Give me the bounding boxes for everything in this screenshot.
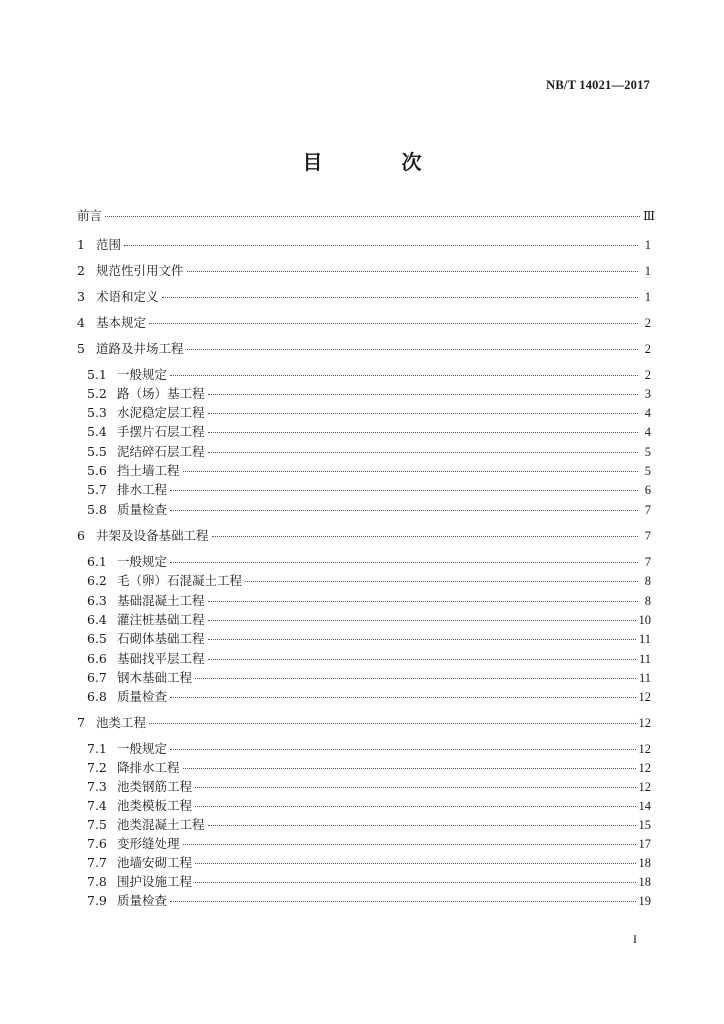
dot-leader (245, 581, 638, 582)
toc-label: 池类混凝土工程 (117, 817, 205, 832)
toc-number: 7.9 (87, 893, 107, 908)
toc-label: 池类工程 (96, 715, 147, 730)
dot-leader (162, 297, 638, 298)
toc-page-number: 1 (644, 264, 651, 278)
dot-leader (170, 562, 638, 563)
toc-entry-chapter-4[interactable] (77, 315, 651, 331)
toc-label: 毛（卵）石混凝土工程 (117, 573, 243, 588)
toc-number: 6.4 (87, 612, 107, 627)
toc-label: 前言 (77, 208, 103, 223)
toc-page-number: 7 (644, 503, 651, 517)
standard-code: NB/T 14021—2017 (546, 78, 650, 92)
toc-number: 7.5 (87, 817, 107, 832)
toc-number: 6.7 (87, 670, 107, 685)
toc-page-number: 12 (638, 690, 651, 704)
toc-page-number: 2 (644, 342, 651, 356)
toc-page-number: 11 (638, 652, 651, 666)
toc-entry-chapter-2[interactable] (77, 263, 651, 279)
toc-page-number: 7 (644, 529, 651, 543)
toc-number: 6.8 (87, 689, 107, 704)
toc-label: 质量检查 (117, 502, 168, 517)
toc-number: 5.5 (87, 444, 107, 459)
toc-label: 一般规定 (117, 554, 168, 569)
dot-leader (208, 639, 636, 640)
toc-number: 7 (77, 715, 85, 730)
toc-label: 规范性引用文件 (96, 263, 184, 278)
toc-page-number: 18 (638, 875, 651, 889)
toc-number: 6.2 (87, 573, 107, 588)
dot-leader (208, 394, 638, 395)
dot-leader (195, 678, 636, 679)
toc-number: 5 (77, 341, 85, 356)
toc-entry-section[interactable] (87, 482, 651, 498)
toc-label: 术语和定义 (96, 289, 159, 304)
toc-page-number: 11 (638, 671, 651, 685)
toc-entry-section[interactable] (87, 779, 651, 795)
toc-number: 7.1 (87, 741, 107, 756)
toc-entry-section[interactable] (87, 874, 651, 890)
toc-label: 池墙安砌工程 (117, 855, 193, 870)
toc-entry-section[interactable] (87, 444, 651, 460)
toc-page-number: 12 (638, 742, 651, 756)
dot-leader (170, 490, 638, 491)
toc-entry-section[interactable] (87, 893, 651, 909)
toc-number: 4 (77, 315, 85, 330)
toc-number: 5.8 (87, 502, 107, 517)
dot-leader (195, 787, 635, 788)
toc-label: 池类钢筋工程 (117, 779, 193, 794)
dot-leader (212, 536, 638, 537)
toc-entry-chapter-3[interactable] (77, 289, 651, 305)
toc-number: 5.1 (87, 367, 107, 382)
toc-label: 灌注桩基础工程 (117, 612, 205, 627)
toc-entry-section[interactable] (87, 463, 651, 479)
dot-leader (208, 659, 636, 660)
toc-number: 7.8 (87, 874, 107, 889)
dot-leader (124, 245, 638, 246)
toc-page-number: 4 (644, 425, 651, 439)
toc-number: 6.5 (87, 631, 107, 646)
toc-number: 2 (77, 263, 85, 278)
toc-label: 一般规定 (117, 367, 168, 382)
toc-entry-section[interactable] (87, 670, 651, 686)
toc-label: 手摆片石层工程 (117, 424, 205, 439)
toc-entry-section[interactable] (87, 554, 651, 570)
toc-label: 质量检查 (117, 893, 168, 908)
toc-label: 范围 (96, 237, 122, 252)
toc-page-number: 5 (644, 445, 651, 459)
toc-label: 泥结碎石层工程 (117, 444, 205, 459)
dot-leader (208, 413, 638, 414)
toc-page-number: 7 (644, 555, 651, 569)
toc-page-number: 2 (644, 368, 651, 382)
toc-entry-section[interactable] (87, 593, 651, 609)
toc-entry-section[interactable] (87, 798, 651, 814)
dot-leader (195, 806, 635, 807)
toc-label: 围护设施工程 (117, 874, 193, 889)
dot-leader (195, 863, 635, 864)
dot-leader (187, 271, 638, 272)
toc-page-number: 18 (638, 856, 651, 870)
toc-page-number: 3 (644, 387, 651, 401)
toc-page-number: 11 (638, 632, 651, 646)
toc-entry-section[interactable] (87, 367, 651, 383)
dot-leader (208, 620, 636, 621)
toc-number: 5.7 (87, 482, 107, 497)
toc-number: 7.3 (87, 779, 107, 794)
toc-page-number: 4 (644, 406, 651, 420)
toc-entry-chapter-6[interactable] (77, 528, 651, 544)
toc-label: 一般规定 (117, 741, 168, 756)
toc-entry-chapter-1[interactable] (77, 237, 651, 253)
toc-label: 基本规定 (96, 315, 147, 330)
toc-entry-section[interactable] (87, 631, 651, 647)
toc-number: 3 (77, 289, 85, 304)
toc-label: 基础混凝土工程 (117, 593, 205, 608)
toc-label: 变形缝处理 (117, 836, 180, 851)
dot-leader (170, 375, 638, 376)
dot-leader (183, 844, 636, 845)
toc-number: 7.4 (87, 798, 107, 813)
toc-number: 7.6 (87, 836, 107, 851)
dot-leader (105, 216, 640, 217)
toc-label: 降排水工程 (117, 760, 180, 775)
toc-label: 钢木基础工程 (117, 670, 193, 685)
toc-page-number: 14 (638, 799, 651, 813)
toc-label: 质量检查 (117, 689, 168, 704)
toc-page-number: Ⅲ (642, 209, 655, 223)
toc-page-number: 1 (644, 290, 651, 304)
toc-page-number: 6 (644, 483, 651, 497)
toc-page-number: 12 (638, 716, 651, 730)
dot-leader (208, 601, 638, 602)
dot-leader (170, 749, 635, 750)
toc-page-number: 15 (638, 818, 651, 832)
toc-entry-section[interactable] (87, 405, 651, 421)
page-title: 目 次 (302, 150, 458, 174)
toc-entry-section[interactable] (87, 817, 651, 833)
toc-page-number: 5 (644, 464, 651, 478)
dot-leader (195, 882, 635, 883)
toc-number: 1 (77, 237, 85, 252)
toc-number: 6 (77, 528, 85, 543)
toc-number: 5.4 (87, 424, 107, 439)
toc-entry-section[interactable] (87, 386, 651, 402)
toc-number: 5.2 (87, 386, 107, 401)
dot-leader (170, 510, 638, 511)
toc-label: 道路及井场工程 (96, 341, 184, 356)
toc-page-number: 10 (638, 613, 651, 627)
toc-number: 6.1 (87, 554, 107, 569)
toc-page-number: 12 (638, 780, 651, 794)
toc-label: 排水工程 (117, 482, 168, 497)
toc-label: 路（场）基工程 (117, 386, 205, 401)
toc-entry-section[interactable] (87, 855, 651, 871)
toc-label: 基础找平层工程 (117, 651, 205, 666)
dot-leader (149, 323, 638, 324)
toc-page-number: 2 (644, 316, 651, 330)
toc-number: 5.6 (87, 463, 107, 478)
toc-label: 池类模板工程 (117, 798, 193, 813)
toc-page-number: 17 (638, 837, 651, 851)
toc-page-number: 19 (638, 894, 651, 908)
toc-entry-section[interactable] (87, 651, 651, 667)
page-folio: I (633, 932, 637, 946)
dot-leader (183, 768, 636, 769)
dot-leader (208, 432, 638, 433)
toc-label: 井架及设备基础工程 (96, 528, 209, 543)
toc-entry-section[interactable] (87, 689, 651, 705)
toc-number: 7.2 (87, 760, 107, 775)
toc-entry-chapter-5[interactable] (77, 341, 651, 357)
toc-label: 石砌体基础工程 (117, 631, 205, 646)
toc-label: 挡土墙工程 (117, 463, 180, 478)
toc-entry-section[interactable] (87, 836, 651, 852)
toc-entry-section[interactable] (87, 573, 651, 589)
dot-leader (208, 825, 636, 826)
toc-page-number: 8 (644, 594, 651, 608)
toc-entry-section[interactable] (87, 502, 651, 518)
toc-number: 6.3 (87, 593, 107, 608)
dot-leader (170, 901, 635, 902)
toc-entry-foreword[interactable] (77, 208, 655, 224)
toc-entry-section[interactable] (87, 612, 651, 628)
toc-page-number: 12 (638, 761, 651, 775)
dot-leader (183, 471, 638, 472)
toc-entry-section[interactable] (87, 424, 651, 440)
toc-entry-section[interactable] (87, 741, 651, 757)
toc-page-number: 1 (644, 238, 651, 252)
toc-label: 水泥稳定层工程 (117, 405, 205, 420)
toc-number: 5.3 (87, 405, 107, 420)
dot-leader (170, 697, 635, 698)
toc-page-number: 8 (644, 574, 651, 588)
dot-leader (187, 349, 638, 350)
toc-entry-section[interactable] (87, 760, 651, 776)
toc-entry-chapter-7[interactable] (77, 715, 651, 731)
toc-number: 7.7 (87, 855, 107, 870)
dot-leader (208, 452, 638, 453)
dot-leader (149, 723, 635, 724)
toc-number: 6.6 (87, 651, 107, 666)
